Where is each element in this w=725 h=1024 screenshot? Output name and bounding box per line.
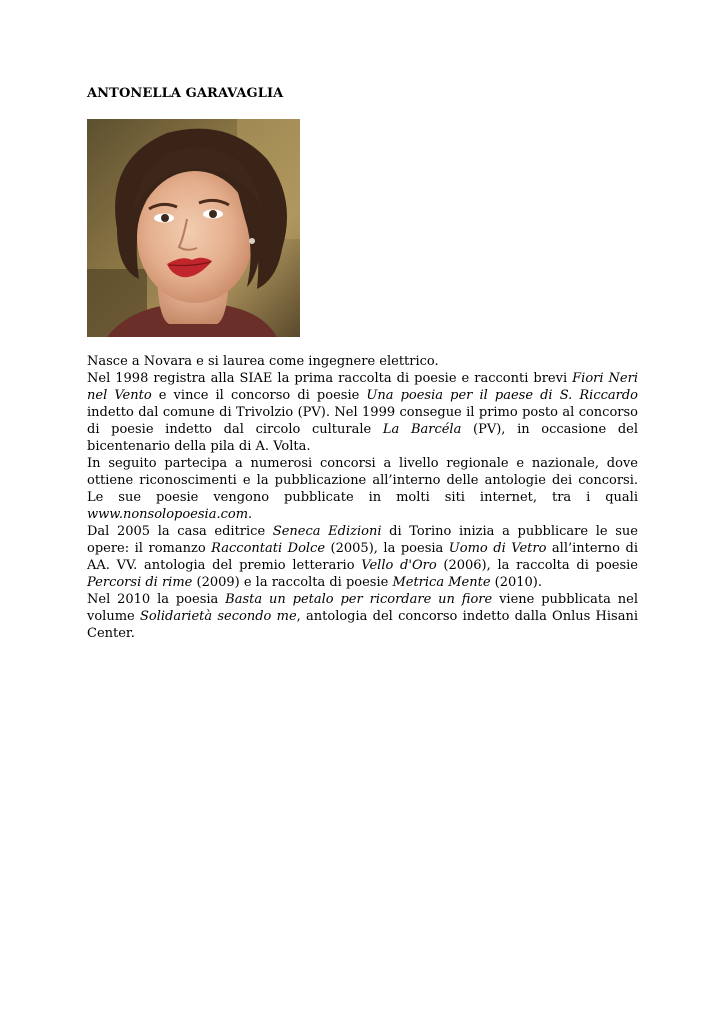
bio-title-italic: Raccontati Dolce (211, 541, 326, 556)
bio-text-run: (2005), la poesia (325, 541, 449, 556)
bio-title-italic: Uomo di Vetro (448, 541, 547, 556)
bio-text-run: e vince il concorso di poesie (151, 388, 367, 403)
bio-text-run: Nel 2010 la poesia (87, 592, 226, 607)
bio-title-italic: Vello d'Oro (361, 558, 437, 573)
bio-text-run: In seguito partecipa a numerosi concorsi a livello regionale e nazionale, dove ottiene riconoscimenti e la pubblicazione all’interno delle antologie dei concorsi. Le sue poesie vengono pubblicate in molti siti internet, tra i quali (87, 456, 638, 505)
bio-title-italic: Fiori Neri nel Vento (87, 371, 638, 403)
page-title: ANTONELLA GARAVAGLIA (87, 86, 284, 101)
bio-title-italic: Una poesia per il paese di S. Riccardo (366, 388, 639, 403)
bio-text-run: . (248, 507, 253, 522)
bio-paragraph (87, 353, 638, 370)
bio-title-italic: Basta un petalo per ricordare un fiore (225, 592, 493, 607)
bio-paragraph (87, 370, 638, 455)
bio-text-run: Dal 2005 la casa editrice (87, 524, 273, 539)
bio-text-run: (2006), la raccolta di poesie (436, 558, 638, 573)
bio-text-run: indetto dal comune di Trivolzio (PV). Nel 1999 consegue il primo posto al concorso di poesie indetto dal circolo culturale (87, 405, 638, 437)
bio-text-run: Nel 1998 registra alla SIAE la prima raccolta di poesie e racconti brevi (87, 371, 573, 386)
bio-text-run: (2009) e la raccolta di poesie (192, 575, 393, 590)
bio-text-run: all’interno di AA. VV. antologia del premio letterario (87, 541, 638, 573)
bio-title-italic: www.nonsolopoesia.com (87, 507, 249, 522)
author-portrait-image (87, 119, 300, 337)
bio-title-italic: La Barcéla (382, 422, 462, 437)
bio-text-run: (PV), in occasione del bicentenario della pila di A. Volta. (87, 422, 638, 454)
bio-paragraph (87, 523, 638, 591)
bio-title-italic: Metrica Mente (392, 575, 491, 590)
bio-title-italic: Solidarietà secondo me (139, 609, 297, 624)
bio-text-run: , antologia del concorso indetto dalla Onlus Hisani Center. (87, 609, 638, 641)
bio-text-run: di Torino inizia a pubblicare le sue opere: il romanzo (87, 524, 638, 556)
bio-text-run: Nasce a Novara e si laurea come ingegnere elettrico. (87, 354, 439, 369)
bio-title-italic: Percorsi di rime (87, 575, 193, 590)
biography-text (87, 353, 638, 642)
bio-paragraph (87, 455, 638, 523)
bio-paragraph (87, 591, 638, 642)
bio-title-italic: Seneca Edizioni (272, 524, 382, 539)
bio-text-run: (2010). (490, 575, 543, 590)
bio-text-run: viene pubblicata nel volume (87, 592, 638, 624)
